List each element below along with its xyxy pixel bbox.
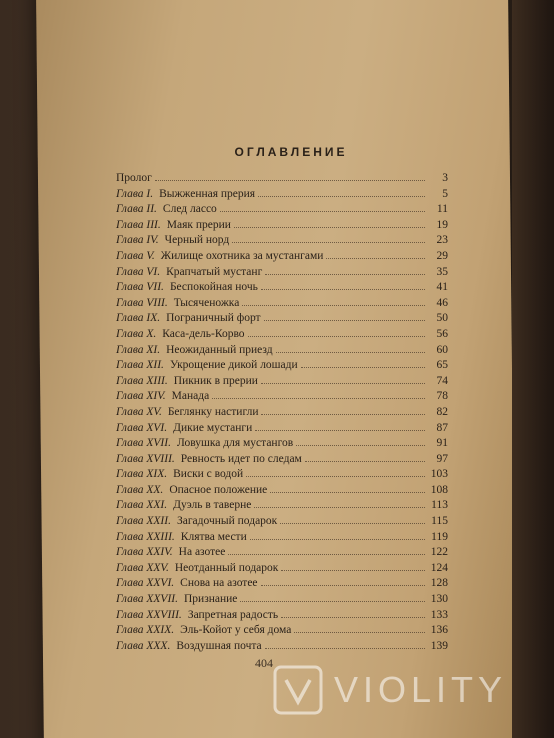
dot-leader bbox=[228, 546, 425, 555]
chapter-title: Неотданный подарок bbox=[174, 561, 279, 574]
dot-leader bbox=[264, 312, 425, 321]
toc-entry bbox=[116, 437, 448, 453]
toc-entry bbox=[116, 577, 448, 593]
chapter-title: Воздушная почта bbox=[176, 639, 262, 652]
dot-leader bbox=[258, 188, 425, 197]
toc-entry bbox=[116, 297, 448, 313]
chapter-page: 133 bbox=[430, 608, 448, 621]
dot-leader bbox=[261, 406, 425, 415]
chapter-title: Снова на азотее bbox=[180, 577, 258, 590]
chapter-label: Глава XI. bbox=[116, 343, 161, 356]
chapter-title: Черный норд bbox=[164, 234, 230, 247]
chapter-page: 23 bbox=[436, 234, 448, 247]
dot-leader bbox=[220, 203, 425, 212]
chapter-label: Глава VII. bbox=[116, 281, 164, 294]
dot-leader bbox=[276, 344, 425, 353]
toc-entry bbox=[116, 624, 448, 640]
toc-entry bbox=[116, 499, 448, 515]
dot-leader bbox=[305, 453, 425, 462]
chapter-page: 65 bbox=[436, 359, 448, 372]
chapter-label: Глава XVI. bbox=[116, 421, 168, 434]
chapter-label: Глава II. bbox=[116, 203, 157, 216]
chapter-label: Глава XV. bbox=[116, 405, 162, 418]
chapter-label: Глава IV. bbox=[116, 234, 159, 247]
chapter-label: Глава XXVIII. bbox=[116, 608, 182, 621]
chapter-page: 91 bbox=[436, 437, 448, 450]
chapter-title: Тысяченожка bbox=[173, 296, 240, 309]
chapter-title: Ловушка для мустангов bbox=[176, 437, 294, 450]
chapter-page: 97 bbox=[436, 452, 448, 465]
toc-entry bbox=[116, 406, 448, 422]
toc-entry bbox=[116, 484, 448, 500]
chapter-label: Глава X. bbox=[116, 327, 157, 340]
dot-leader bbox=[301, 359, 425, 368]
toc-entry bbox=[116, 266, 448, 282]
dot-leader bbox=[326, 250, 425, 259]
dot-leader bbox=[261, 375, 425, 384]
chapter-page: 113 bbox=[431, 499, 448, 512]
chapter-page: 56 bbox=[436, 327, 448, 340]
chapter-label: Глава VIII. bbox=[116, 296, 168, 309]
dot-leader bbox=[294, 624, 425, 633]
chapter-label: Глава XXIII. bbox=[116, 530, 175, 543]
dot-leader bbox=[246, 468, 425, 477]
chapter-label: Глава XIII. bbox=[116, 374, 168, 387]
chapter-label: Глава XVIII. bbox=[116, 452, 175, 465]
dot-leader bbox=[281, 609, 425, 618]
toc-entry bbox=[116, 359, 448, 375]
chapter-page: 60 bbox=[436, 343, 448, 356]
chapter-page: 103 bbox=[430, 468, 448, 481]
chapter-page: 46 bbox=[436, 296, 448, 309]
chapter-title: Эль-Койот у себя дома bbox=[180, 624, 292, 637]
table-of-contents bbox=[116, 145, 448, 655]
chapter-page: 128 bbox=[430, 577, 448, 590]
toc-entry bbox=[116, 234, 448, 250]
chapter-title: Манада bbox=[171, 390, 210, 403]
chapter-page: 78 bbox=[436, 390, 448, 403]
chapter-title: Дуэль в таверне bbox=[173, 499, 252, 512]
toc-entry bbox=[116, 172, 448, 188]
toc-entry bbox=[116, 562, 448, 578]
dot-leader bbox=[248, 328, 425, 337]
dot-leader bbox=[255, 422, 425, 431]
chapter-page: 41 bbox=[436, 281, 448, 294]
toc-entry bbox=[116, 390, 448, 406]
chapter-label: Глава XXVI. bbox=[116, 577, 175, 590]
chapter-label: Глава III. bbox=[116, 218, 161, 231]
page-number: 404 bbox=[255, 656, 273, 670]
toc-entry bbox=[116, 640, 448, 656]
dot-leader bbox=[261, 281, 425, 290]
chapter-title: Запретная радость bbox=[187, 608, 279, 621]
chapter-page: 11 bbox=[436, 203, 448, 216]
chapter-page: 50 bbox=[436, 312, 448, 325]
toc-entry bbox=[116, 422, 448, 438]
chapter-label: Глава XXV. bbox=[116, 561, 169, 574]
toc-entry bbox=[116, 515, 448, 531]
chapter-label: Глава XXVII. bbox=[116, 593, 178, 606]
chapter-page: 3 bbox=[442, 172, 448, 184]
chapter-title: Пограничный форт bbox=[166, 312, 261, 325]
chapter-page: 119 bbox=[431, 530, 448, 543]
toc-entry bbox=[116, 609, 448, 625]
chapter-page: 19 bbox=[436, 218, 448, 231]
dot-leader bbox=[280, 515, 425, 524]
toc-entry bbox=[116, 344, 448, 360]
chapter-label: Глава XXIX. bbox=[116, 624, 175, 637]
chapter-label: Глава VI. bbox=[116, 265, 161, 278]
chapter-page: 29 bbox=[436, 249, 448, 262]
toc-entry bbox=[116, 468, 448, 484]
chapter-page: 5 bbox=[442, 187, 448, 200]
chapter-label: Глава XXIV. bbox=[116, 546, 173, 559]
toc-entry bbox=[116, 453, 448, 469]
chapter-page: 35 bbox=[436, 265, 448, 278]
chapter-page: 115 bbox=[431, 515, 448, 528]
chapter-title: Пикник в прерии bbox=[173, 374, 258, 387]
chapter-title: Беглянку настигли bbox=[167, 405, 259, 418]
chapter-title: Дикие мустанги bbox=[173, 421, 253, 434]
chapter-label: Глава XVII. bbox=[116, 437, 171, 450]
chapter-page: 82 bbox=[436, 405, 448, 418]
toc-entry bbox=[116, 328, 448, 344]
chapter-label: Глава XIV. bbox=[116, 390, 166, 403]
chapter-title: Укрощение дикой лошади bbox=[169, 359, 298, 372]
chapter-title: Пролог bbox=[116, 172, 152, 184]
chapter-title: Крапчатый мустанг bbox=[166, 265, 263, 278]
dot-leader bbox=[265, 640, 425, 649]
chapter-title: На азотее bbox=[178, 546, 226, 559]
chapter-title: Клятва мести bbox=[180, 530, 247, 543]
chapter-label: Глава XX. bbox=[116, 483, 164, 496]
watermark bbox=[272, 664, 507, 716]
chapter-label: Глава XIX. bbox=[116, 468, 168, 481]
chapter-title: Маяк прерии bbox=[166, 218, 231, 231]
chapter-label: Глава XXX. bbox=[116, 639, 171, 652]
dot-leader bbox=[265, 266, 425, 275]
toc-entry bbox=[116, 546, 448, 562]
chapter-title: След лассо bbox=[162, 203, 217, 216]
chapter-page: 74 bbox=[436, 374, 448, 387]
chapter-label: Глава V. bbox=[116, 249, 155, 262]
toc-entry bbox=[116, 250, 448, 266]
chapter-title: Виски с водой bbox=[173, 468, 244, 481]
dot-leader bbox=[240, 593, 425, 602]
chapter-label: Глава XII. bbox=[116, 359, 164, 372]
chapter-label: Глава I. bbox=[116, 187, 154, 200]
chapter-page: 136 bbox=[430, 624, 448, 637]
toc-entries bbox=[116, 172, 448, 655]
chapter-page: 124 bbox=[430, 561, 448, 574]
dot-leader bbox=[270, 484, 425, 493]
chapter-label: Глава XXII. bbox=[116, 515, 171, 528]
chapter-title: Загадочный подарок bbox=[176, 515, 278, 528]
chapter-title: Ревность идет по следам bbox=[180, 452, 302, 465]
chapter-page: 139 bbox=[430, 639, 448, 652]
toc-entry bbox=[116, 531, 448, 547]
dot-leader bbox=[155, 172, 425, 181]
chapter-page: 130 bbox=[430, 593, 448, 606]
toc-title: ОГЛАВЛЕНИЕ bbox=[234, 145, 348, 159]
chapter-page: 87 bbox=[436, 421, 448, 434]
dot-leader bbox=[250, 531, 425, 540]
dot-leader bbox=[234, 219, 425, 228]
chapter-title: Выжженная прерия bbox=[159, 187, 256, 200]
dot-leader bbox=[296, 437, 425, 446]
chapter-page: 122 bbox=[430, 546, 448, 559]
chapter-title: Опасное положение bbox=[169, 483, 268, 496]
book-spine-edge bbox=[512, 0, 554, 738]
dot-leader bbox=[281, 562, 425, 571]
toc-entry bbox=[116, 593, 448, 609]
chapter-label: Глава XXI. bbox=[116, 499, 168, 512]
toc-entry bbox=[116, 312, 448, 328]
chapter-title: Неожиданный приезд bbox=[166, 343, 273, 356]
dot-leader bbox=[232, 234, 425, 243]
chapter-label: Глава IX. bbox=[116, 312, 161, 325]
dot-leader bbox=[242, 297, 425, 306]
chapter-title: Беспокойная ночь bbox=[169, 281, 258, 294]
toc-entry bbox=[116, 219, 448, 235]
violity-logo-icon bbox=[272, 664, 324, 716]
chapter-page: 108 bbox=[430, 483, 448, 496]
dot-leader bbox=[261, 577, 425, 586]
chapter-title: Жилище охотника за мустангами bbox=[160, 249, 324, 262]
toc-entry bbox=[116, 281, 448, 297]
dot-leader bbox=[212, 390, 425, 399]
dot-leader bbox=[254, 499, 425, 508]
chapter-title: Признание bbox=[183, 593, 238, 606]
toc-entry bbox=[116, 203, 448, 219]
watermark-text: VIOLITY bbox=[334, 669, 508, 710]
toc-entry bbox=[116, 188, 448, 204]
chapter-title: Каса-дель-Корво bbox=[162, 327, 245, 340]
toc-entry bbox=[116, 375, 448, 391]
